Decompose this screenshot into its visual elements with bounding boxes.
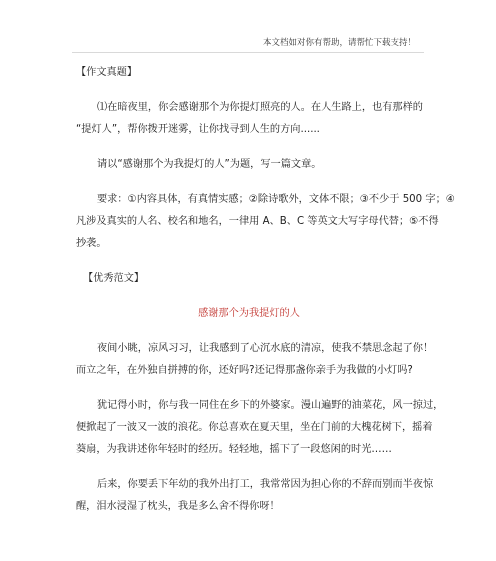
essay-title: 感谢那个为我提灯的人 [198,308,300,319]
prompt-requirements-line-3: 抄袭。 [76,238,107,249]
prompt-requirements-line-1: 要求：①内容具体，有真情实感；②除诗歌外，文体不限；③不少于 500 字；④ [97,194,455,205]
essay-paragraph-2-line-2: 便掀起了一波又一波的浪花。你总喜欢在夏天里，坐在门前的大槐花树下，摇着 [76,422,433,433]
essay-paragraph-3-line-2: 醒，泪水浸湿了枕头，我是多么舍不得你呀！ [76,501,280,512]
header-divider [72,52,424,53]
essay-paragraph-2-line-3: 葵扇，为我讲述你年轻时的经历。轻轻地，摇下了一段悠闲的时光…… [76,444,392,455]
document-body [76,62,455,518]
essay-paragraph-1-line-2: 而立之年，在外独自拼搏的你，还好吗?还记得那盏你亲手为我做的小灯吗? [76,365,413,376]
prompt-task: 请以“感谢那个为我提灯的人”为题，写一篇文章。 [97,159,322,170]
prompt-intro-line-1: ⑴在暗夜里，你会感谢那个为你提灯照亮的人。在人生路上，也有那样的 [97,102,423,113]
header-note: 本文档如对你有帮助，请帮忙下载支持！ [262,38,416,48]
essay-paragraph-2-line-1: 犹记得小时，你与我一同住在乡下的外婆家。漫山遍野的油菜花，风一掠过， [97,400,444,411]
essay-heading: 【优秀范文】 [83,273,145,284]
essay-paragraph-3-line-1: 后来，你要丢下年幼的我外出打工，我常常因为担心你的不辞而别而半夜惊 [97,479,434,490]
prompt-intro-line-2: “提灯人”，帮你拨开迷雾，让你找寻到人生的方向...... [76,124,320,135]
prompt-requirements-line-2: 凡涉及真实的人名、校名和地名，一律用 A、B、C 等英文大写字母代替；⑤不得 [76,216,439,227]
prompt-heading: 【作文真题】 [76,67,138,78]
essay-paragraph-1-line-1: 夜间小眺，凉风习习，让我感到了心沉水底的清凉，使我不禁思念起了你！ [97,343,434,354]
